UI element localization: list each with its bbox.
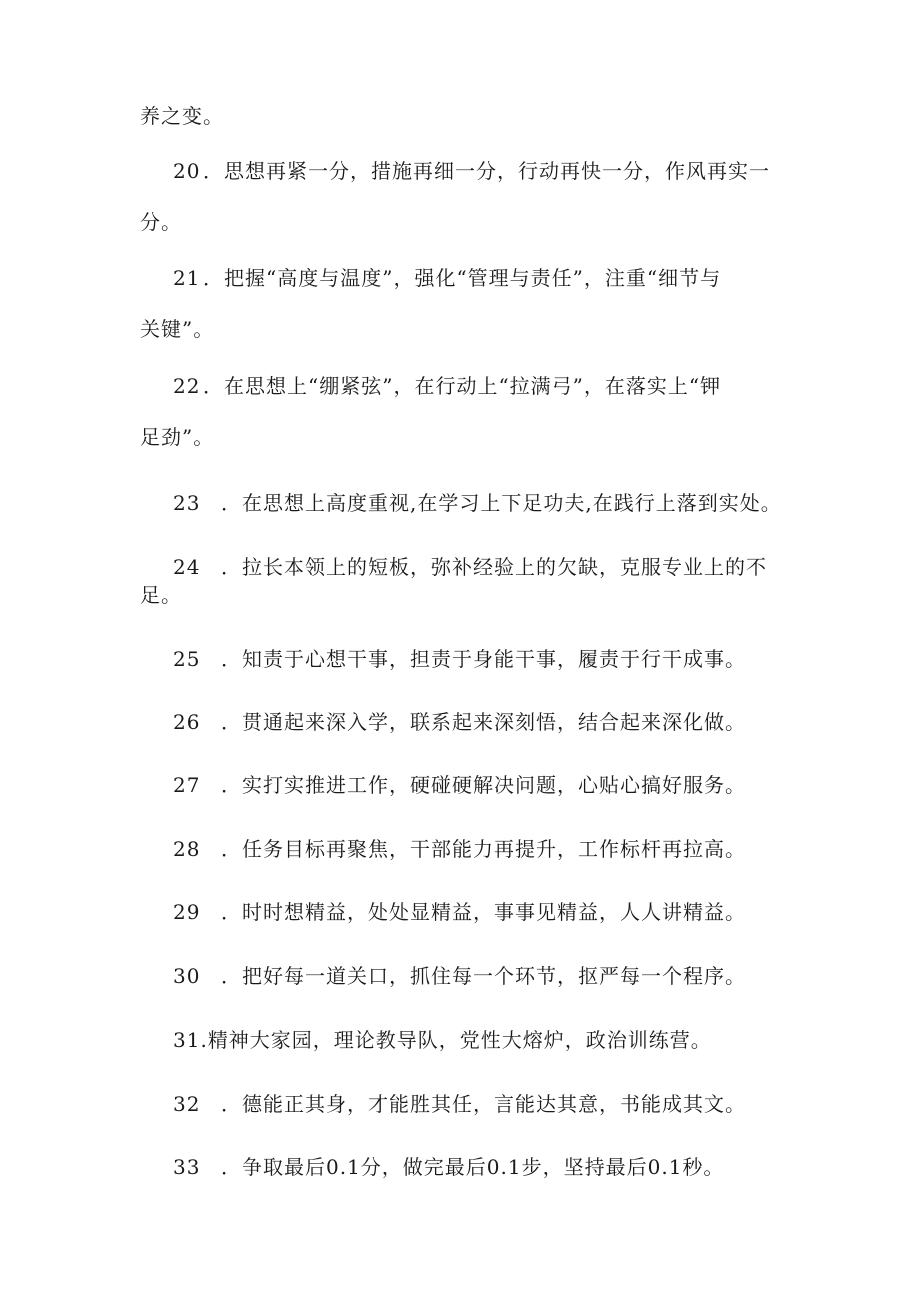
list-item-31: [173, 1026, 712, 1054]
item-text: ．把握“高度与温度”，强化“管理与责任”，注重“细节与: [203, 266, 722, 290]
list-item-23: [173, 489, 782, 517]
item-number: 29: [173, 900, 201, 924]
item-number: 22: [173, 374, 201, 398]
list-item-20: [173, 157, 770, 185]
item-number: 24: [173, 555, 201, 579]
item-text-cont: 足。: [140, 583, 182, 607]
list-item-27: [173, 771, 746, 799]
item-number: 30: [173, 964, 201, 988]
item-number: 32: [173, 1092, 201, 1116]
item-text: ．知责于心想干事，担责于身能干事，履责于行干成事。: [221, 647, 746, 671]
item-text: ．德能正其身，才能胜其任，言能达其意，书能成其文。: [221, 1092, 746, 1116]
item-text: ．拉长本领上的短板，弥补经验上的欠缺，克服专业上的不: [221, 555, 767, 579]
list-item-24-cont: [140, 581, 182, 609]
list-item-22-cont: [140, 423, 214, 451]
item-number: 21: [173, 266, 201, 290]
item-text: ．思想再紧一分，措施再细一分，行动再快一分，作风再实一: [203, 159, 770, 183]
list-item-28: [173, 835, 746, 863]
item-text: ．在思想上“绷紧弦”，在行动上“拉满弓”，在落实上“钾: [203, 374, 722, 398]
item-number: 33: [173, 1155, 201, 1179]
list-item-21-cont: [140, 315, 214, 343]
list-item-29: [173, 898, 746, 926]
item-text: ．贯通起来深入学，联系起来深刻悟，结合起来深化做。: [221, 710, 746, 734]
list-item-33: [173, 1153, 724, 1181]
list-item-20-cont: [140, 208, 182, 236]
item-text: ．实打实推进工作，硬碰硬解决问题，心贴心搞好服务。: [221, 773, 746, 797]
list-item-25: [173, 645, 746, 673]
item-text: ．争取最后0.1分，做完最后0.1步，坚持最后0.1秒。: [221, 1155, 725, 1179]
list-item-26: [173, 708, 746, 736]
item-number: 26: [173, 710, 201, 734]
item-text-cont: 关键”。: [140, 317, 215, 341]
list-item-32: [173, 1090, 746, 1118]
continued-line: [140, 102, 224, 130]
item-number: 27: [173, 773, 201, 797]
item-text: ．任务目标再聚焦，干部能力再提升，工作标杆再拉高。: [221, 837, 746, 861]
list-item-22: [173, 372, 721, 400]
item-number: 28: [173, 837, 201, 861]
item-number: 20: [173, 159, 201, 183]
item-text-cont: 分。: [140, 210, 182, 234]
item-number: 23: [173, 491, 201, 515]
item-number: 25: [173, 647, 201, 671]
item-text: ．把好每一道关口，抓住每一个环节，抠严每一个程序。: [221, 964, 746, 988]
list-item-21: [173, 264, 721, 292]
item-text: ．时时想精益，处处显精益，事事见精益，人人讲精益。: [221, 900, 746, 924]
item-text: ．在思想上高度重视,在学习上下足功夫,在践行上落到实处。: [221, 491, 782, 515]
item-text-cont: 足劲”。: [140, 425, 215, 449]
list-item-24: [173, 553, 767, 581]
list-item-30: [173, 962, 746, 990]
line-text: 养之变。: [140, 104, 224, 128]
item-number: 31.: [173, 1028, 208, 1052]
item-text: 精神大家园，理论教导队，党性大熔炉，政治训练营。: [207, 1028, 712, 1052]
